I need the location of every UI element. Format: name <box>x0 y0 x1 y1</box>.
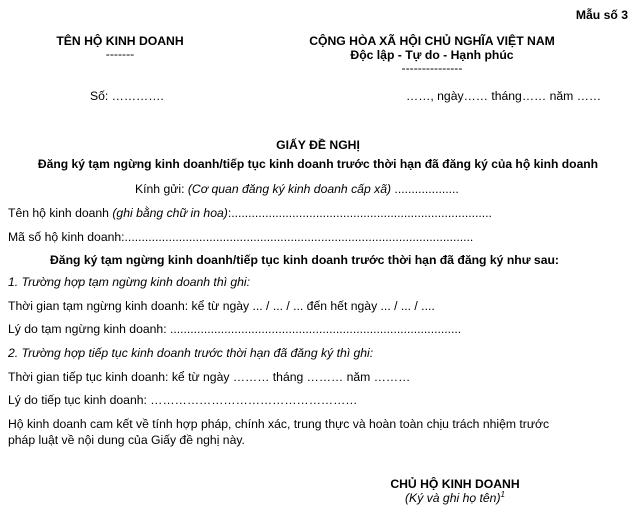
business-header <box>30 34 210 61</box>
business-name-label: Tên hộ kinh doanh <box>8 206 113 220</box>
commitment-line-1: Hộ kinh doanh cam kết về tính hợp pháp, chính xác, trung thực và hoàn toàn chịu trách nhiệm trước <box>8 417 550 431</box>
signature-footnote: 1 <box>500 490 505 499</box>
case2-title: 2. Trường hợp tiếp tục kinh doanh trước thời hạn đã đăng ký thì ghi: <box>8 346 374 360</box>
commitment-line-2: pháp luật về nội dung của Giấy đề nghị này. <box>8 433 245 447</box>
national-title: CỘNG HÒA XÃ HỘI CHỦ NGHĨA VIỆT NAM <box>309 34 555 48</box>
national-header <box>282 34 582 75</box>
signature-block <box>360 477 550 505</box>
business-name-blank: :............................................................................. <box>227 206 492 220</box>
recipient-blank: ................... <box>391 182 459 196</box>
case2-reason: Lý do tiếp tục kinh doanh: …………………………………………… <box>8 393 358 407</box>
signature-title: CHỦ HỘ KINH DOANH <box>390 477 520 491</box>
document-date: ……, ngày…… tháng…… năm …… <box>406 89 602 103</box>
national-motto: Độc lập - Tự do - Hạnh phúc <box>350 48 514 62</box>
recipient-hint: (Cơ quan đăng ký kinh doanh cấp xã) <box>187 182 392 196</box>
business-header-dash: ------- <box>105 47 135 61</box>
case1-period: Thời gian tạm ngừng kinh doanh: kể từ ngày ... / ... / ... đến hết ngày ... / ... / .... <box>8 299 435 313</box>
document-number: Số: …………. <box>90 89 164 103</box>
section-heading: Đăng ký tạm ngừng kinh doanh/tiếp tục kinh doanh trước thời hạn đã đăng ký như sau: <box>50 253 559 267</box>
form-code: Mẫu số 3 <box>575 8 628 22</box>
signature-note-text: (Ký và ghi họ tên) <box>405 491 501 506</box>
case1-reason: Lý do tạm ngừng kinh doanh: ...................................................................................... <box>8 322 462 336</box>
recipient-line <box>135 182 459 196</box>
document-subtitle: Đăng ký tạm ngừng kinh doanh/tiếp tục kinh doanh trước thời hạn đã đăng ký của hộ kinh doanh <box>37 157 599 171</box>
national-dash: --------------- <box>401 61 463 75</box>
case1-title: 1. Trường hợp tạm ngừng kinh doanh thì ghi: <box>8 275 251 289</box>
business-name-hint: (ghi bằng chữ in hoa) <box>112 206 228 220</box>
business-name-line <box>8 206 492 220</box>
signature-note <box>360 490 550 505</box>
business-code-label: Mã số hộ kinh doanh: <box>8 230 125 244</box>
business-header-title: TÊN HỘ KINH DOANH <box>56 34 184 48</box>
business-code-line <box>8 230 473 244</box>
document-title: GIẤY ĐỀ NGHỊ <box>276 138 360 152</box>
business-code-blank: ....................................................................................................... <box>124 230 474 244</box>
case2-period: Thời gian tiếp tục kinh doanh: kể từ ngày ……… tháng ……… năm ……… <box>8 370 411 384</box>
recipient-label: Kính gửi: <box>135 182 188 196</box>
